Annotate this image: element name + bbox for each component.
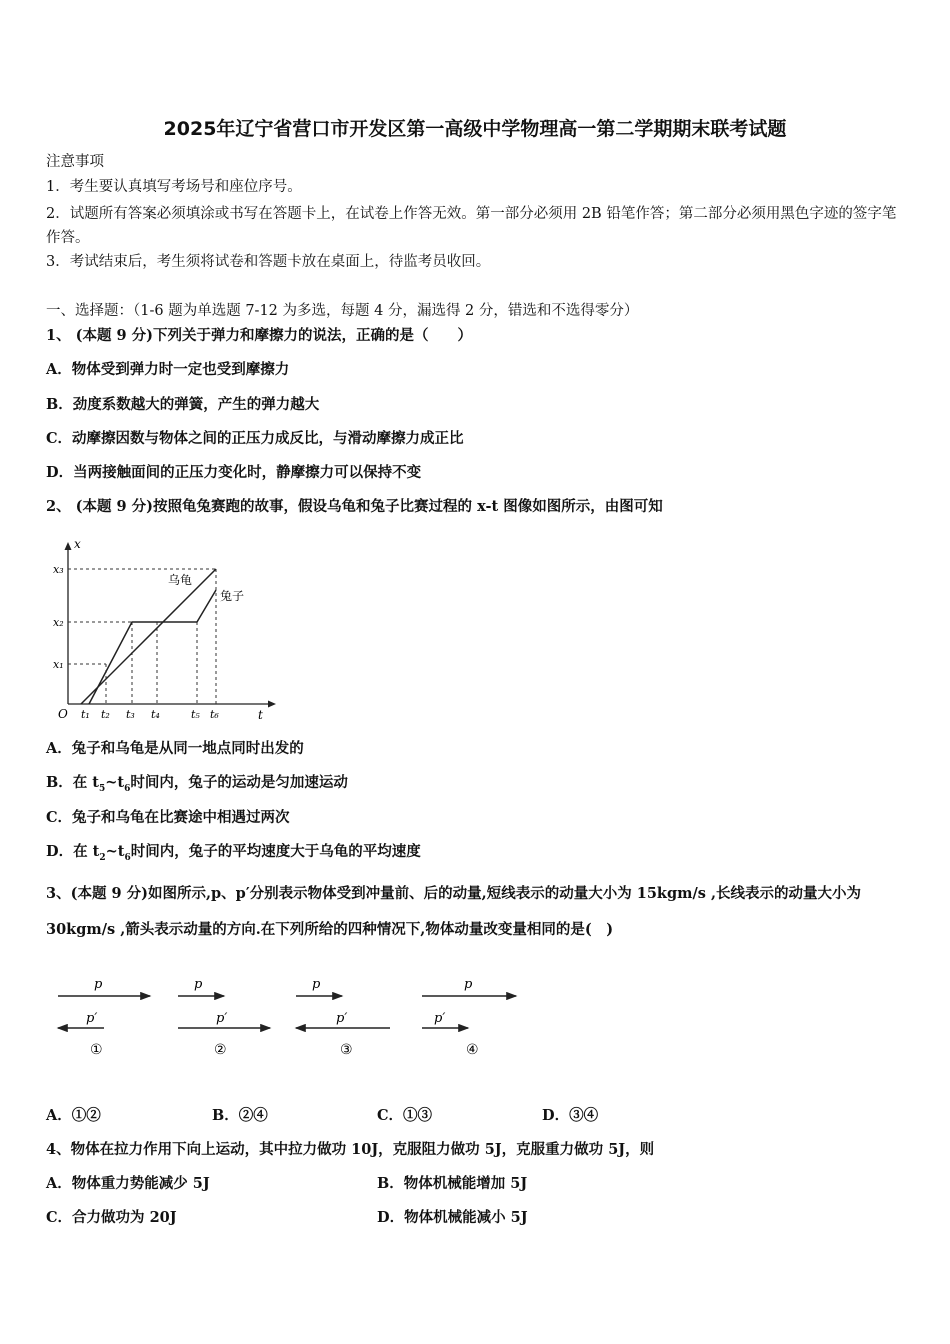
q4-option-a: A．物体重力势能减少 5J	[46, 1175, 210, 1192]
page-title: 2025年辽宁省营口市开发区第一高级中学物理高一第二学期期末联考试题	[163, 118, 787, 140]
q3-option-d: D．③④	[542, 1107, 599, 1124]
tick-t2: t₂	[101, 708, 110, 721]
q2-option-c: C．兔子和乌龟在比赛途中相遇过两次	[46, 809, 290, 826]
section-heading: 一、选择题：（1-6 题为单选题 7-12 为多选，每题 4 分，漏选得 2 分，错选和不选得零分）	[46, 303, 639, 319]
tick-x2: x₂	[53, 616, 64, 629]
tick-t1: t₁	[81, 708, 90, 721]
q1-option-d: D．当两接触面间的正压力变化时，静摩擦力可以保持不变	[46, 464, 422, 481]
t-axis-label: t	[258, 708, 263, 722]
case2-p-label: p	[194, 977, 203, 992]
label-tortoise: 乌龟	[168, 573, 193, 587]
q2-option-d: D．在 $t_2\sim t_6$时间内，兔子的平均速度大于乌龟的平均速度	[46, 843, 421, 863]
q1-option-b: B．劲度系数越大的弹簧，产生的弹力越大	[46, 396, 320, 413]
origin-label: O	[58, 707, 68, 721]
q3-option-a: A．①②	[46, 1107, 101, 1124]
q4-option-b: B．物体机械能增加 5J	[377, 1175, 528, 1192]
notice-item-2: 2．试题所有答案必须填涂或书写在答题卡上，在试卷上作答无效。第一部分必须用 2B 铅笔作答；第二部分必须用黑色字迹的签字笔作答。	[46, 206, 897, 246]
t-axis-arrow	[268, 701, 276, 708]
case3-p-label: p	[312, 977, 321, 992]
notice-heading: 注意事项	[46, 154, 104, 170]
q4-option-c: C．合力做功为 20J	[46, 1209, 177, 1226]
q4-stem: 4、物体在拉力作用下向上运动，其中拉力做功 10J，克服阻力做功 5J，克服重力做功 5J，则	[46, 1141, 655, 1158]
case3-pprime-label: p′	[336, 1011, 348, 1026]
case1-p-label: p	[94, 977, 103, 992]
q2-option-b: B．在 $t_5\sim t_6$时间内，兔子的运动是匀加速运动	[46, 774, 348, 794]
q2-stem: 2、 (本题 9 分)按照龟兔赛跑的故事，假设乌龟和兔子比赛过程的 x-t 图像如图所示，由图可知	[46, 498, 663, 515]
q4-option-d: D．物体机械能减小 5J	[377, 1209, 528, 1226]
q2-option-a: A．兔子和乌龟是从同一地点同时出发的	[46, 740, 304, 757]
x-axis-label: x	[74, 537, 81, 551]
case1-pprime-label: p′	[86, 1011, 98, 1026]
x-axis-arrow	[65, 542, 72, 550]
case2-pprime-label: p′	[216, 1011, 228, 1026]
tick-t4: t₄	[151, 708, 160, 721]
guide-lines	[68, 569, 216, 704]
case2-label: ②	[214, 1042, 227, 1058]
tick-x3: x₃	[53, 563, 64, 576]
tick-x1: x₁	[53, 658, 64, 671]
tick-t6: t₆	[210, 708, 219, 721]
case4-pprime-label: p′	[434, 1011, 446, 1026]
q3-option-c: C．①③	[377, 1107, 433, 1124]
xt-graph	[44, 532, 280, 724]
q3-option-b: B．②④	[212, 1107, 268, 1124]
momentum-figure	[46, 970, 526, 1062]
tortoise-line	[81, 569, 216, 704]
q3-stem: 3、(本题 9 分)如图所示,p、p′分别表示物体受到冲量前、后的动量,短线表示的动量大小为 15kgm/s ,长线表示的动量大小为 30kgm/s ,箭头表示动量的方向.在下列所给的四种情况下,物体动量改变量相同的是( )	[46, 885, 861, 938]
q1-option-c: C．动摩擦因数与物体之间的正压力成反比，与滑动摩擦力成正比	[46, 430, 464, 447]
notice-item-3: 3．考试结束后，考生须将试卷和答题卡放在桌面上，待监考员收回。	[46, 254, 491, 270]
case3-label: ③	[340, 1042, 353, 1058]
tick-t3: t₃	[126, 708, 135, 721]
tick-t5: t₅	[191, 708, 200, 721]
label-rabbit: 兔子	[220, 589, 245, 603]
q1-stem: 1、 (本题 9 分)下列关于弹力和摩擦力的说法，正确的是（ ）	[46, 327, 473, 344]
q1-option-a: A．物体受到弹力时一定也受到摩擦力	[46, 361, 290, 378]
case1-label: ①	[90, 1042, 103, 1058]
case4-p-label: p	[464, 977, 473, 992]
case4-label: ④	[466, 1042, 479, 1058]
notice-item-1: 1．考生要认真填写考场号和座位序号。	[46, 179, 302, 195]
